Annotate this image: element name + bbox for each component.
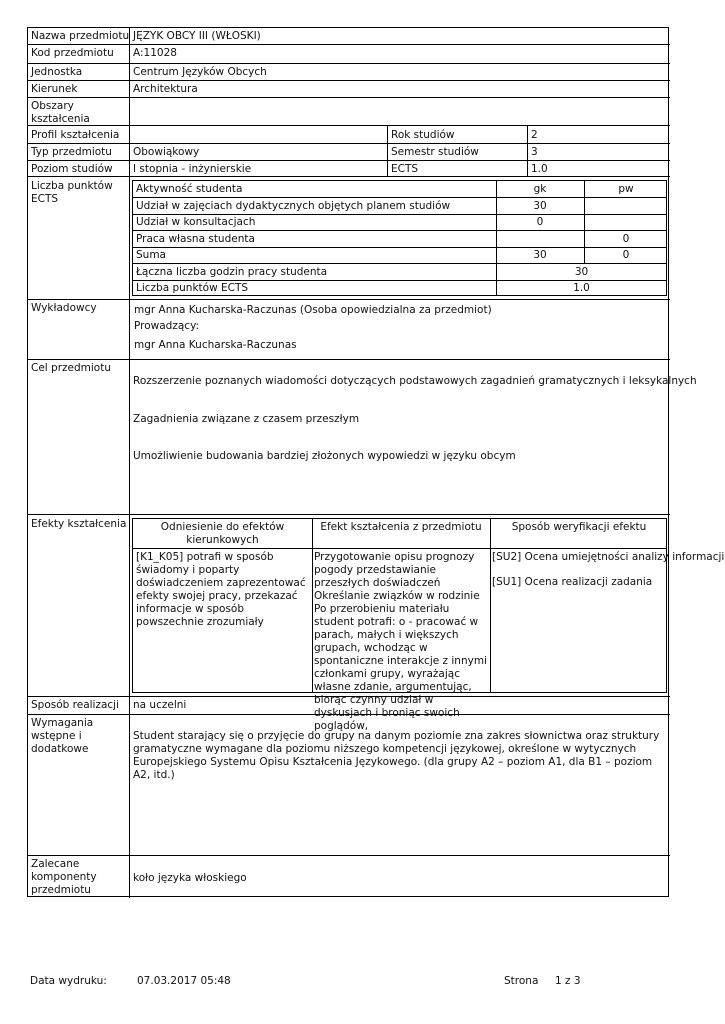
row-divider — [28, 855, 670, 856]
kod-value: A:11028 — [133, 47, 177, 59]
cel-item: Umożliwienie budowania bardziej złożonych wypowiedzi w języku obcym — [133, 450, 516, 462]
sposob-label: Sposób realizacji — [31, 699, 120, 711]
ects-row-gk: 30 — [533, 249, 547, 261]
ects-row-divider — [133, 214, 666, 215]
profil-label: Profil kształcenia — [31, 129, 120, 141]
row-divider — [28, 160, 670, 161]
semestr-label: Semestr studiów — [391, 146, 479, 158]
wymagania-value: Student starający się o przyjęcie do grupy na danym poziomie zna zakres słownictwa oraz struktury gramatyczne wymagane dla poziomu niższego kompetencji językowej, określone w wytycznych Europejskiego Systemu Opisu Kształcenia Językowego. (dla grupy A2 – poziom A1, dla B1 – poziom A2, itd.) — [133, 730, 660, 781]
kierunek-value: Architektura — [133, 83, 198, 95]
prowadzacy-label: Prowadzący: — [134, 320, 200, 332]
row-divider — [28, 696, 670, 697]
total-points-value: 1.0 — [573, 282, 590, 294]
typ-label: Typ przedmiotu — [31, 146, 112, 158]
ects-row-pw: 0 — [622, 249, 630, 261]
efekty-header: Odniesienie do efektów kierunkowych — [160, 521, 285, 546]
row-divider — [28, 97, 670, 98]
row-divider — [28, 63, 670, 64]
wykladowcy-label: Wykładowcy — [31, 302, 97, 314]
efekty-label: Efekty kształcenia — [31, 518, 127, 530]
weryfikacja-item: [SU2] Ocena umiejętności analizy informacji — [492, 551, 725, 563]
efekty-header-divider — [133, 548, 666, 549]
row-divider — [28, 514, 670, 515]
ects-row-gk: 30 — [533, 200, 547, 212]
efekty-header: Efekt kształcenia z przedmiotu — [320, 521, 482, 533]
efekty-col-divider — [312, 519, 313, 692]
ects-row-divider — [133, 197, 666, 198]
wymagania-label: Wymagania wstępne i dodatkowe — [31, 717, 94, 755]
efekty-header: Sposób weryfikacji efektu — [511, 521, 647, 533]
gk-header: gk — [533, 183, 547, 195]
jednostka-label: Jednostka — [31, 66, 83, 78]
nazwa-label: Nazwa przedmiotu — [31, 30, 130, 42]
ects-row-divider — [133, 263, 666, 264]
kod-label: Kod przedmiotu — [31, 47, 114, 59]
kierunek-label: Kierunek — [31, 83, 78, 95]
label-column-divider — [129, 28, 130, 898]
column-divider — [387, 126, 388, 176]
nazwa-value: JĘZYK OBCY III (WŁOSKI) — [133, 30, 261, 42]
obszary-label: Obszary kształcenia — [31, 100, 90, 125]
print-date-label: Data wydruku: — [30, 975, 107, 987]
ects-row-activity: Suma — [136, 249, 166, 261]
ects-section-label: Liczba punktów ECTS — [31, 180, 113, 205]
page-label: Strona — [504, 975, 539, 987]
ects-row-activity: Praca własna studenta — [136, 233, 255, 245]
ects-row-pw: 0 — [622, 233, 630, 245]
pw-header: pw — [618, 183, 634, 195]
row-divider — [28, 176, 670, 177]
weryfikacja-item: [SU1] Ocena realizacji zadania — [492, 576, 653, 588]
row-divider — [28, 359, 670, 360]
ects-table — [132, 180, 667, 296]
column-divider — [527, 126, 528, 176]
jednostka-value: Centrum Języków Obcych — [133, 66, 267, 78]
odniesienie-text: [K1_K05] potrafi w sposób świadomy i poparty doświadczeniem zaprezentować efekty swojej pracy, przekazać informacje w sposób powszechnie zrozumiały — [136, 551, 306, 628]
cel-item: Zagadnienia związane z czasem przeszłym — [133, 413, 360, 425]
cel-label: Cel przedmiotu — [31, 362, 112, 374]
zalecane-label: Zalecane komponenty przedmiotu — [31, 858, 97, 896]
total-hours-label: Łączna liczba godzin pracy studenta — [136, 266, 328, 278]
row-divider — [28, 44, 670, 45]
activity-header: Aktywność studenta — [136, 183, 243, 195]
zalecane-value: koło języka włoskiego — [133, 872, 247, 884]
poziom-label: Poziom studiów — [31, 163, 113, 175]
ects-row-divider — [133, 230, 666, 231]
ects-value: 1.0 — [531, 163, 548, 175]
row-divider — [28, 299, 670, 300]
ects-label: ECTS — [391, 163, 419, 175]
print-date: 07.03.2017 05:48 — [137, 975, 231, 987]
sposob-value: na uczelni — [133, 699, 187, 711]
course-card — [27, 27, 725, 897]
row-divider — [28, 80, 670, 81]
ects-row-divider — [133, 247, 666, 248]
total-points-label: Liczba punktów ECTS — [136, 282, 249, 294]
prowadzacy-name: mgr Anna Kucharska-Raczunas — [134, 339, 297, 351]
efekty-col-divider — [490, 519, 491, 692]
row-divider — [28, 125, 670, 126]
rok-value: 2 — [531, 129, 538, 141]
typ-value: Obowiąkowy — [133, 146, 200, 158]
ects-row-divider — [133, 280, 666, 281]
ects-row-activity: Udział w zajęciach dydaktycznych objętych planem studiów — [136, 200, 451, 212]
page-number: 1 z 3 — [555, 975, 581, 987]
cel-item: Rozszerzenie poznanych wiadomości dotyczących podstawowych zagadnień gramatycznych i leksykalnych — [133, 375, 697, 387]
ects-row-gk: 0 — [536, 216, 544, 228]
semestr-value: 3 — [531, 146, 538, 158]
rok-label: Rok studiów — [391, 129, 455, 141]
wykladowca-main: mgr Anna Kucharska-Raczunas (Osoba opowiedzialna za przedmiot) — [134, 304, 492, 316]
row-divider — [28, 714, 670, 715]
total-hours-value: 30 — [574, 266, 589, 278]
poziom-value: I stopnia - inżynierskie — [133, 163, 252, 175]
efekt-text: Przygotowanie opisu prognozy pogody przedstawianie przeszłych doświadczeń Określanie związków w rodzinie Po przerobieniu materiału student potrafi: o - pracować w parach, małych i większych grupach, wchodząc w spontaniczne interakcje z innymi członkami grupy, wyrażając własne zdanie, argumentując, biorąc czynny udział w dyskusjach i broniąc swoich poglądów, — [314, 551, 487, 732]
ects-row-activity: Udział w konsultacjach — [136, 216, 256, 228]
row-divider — [28, 143, 670, 144]
